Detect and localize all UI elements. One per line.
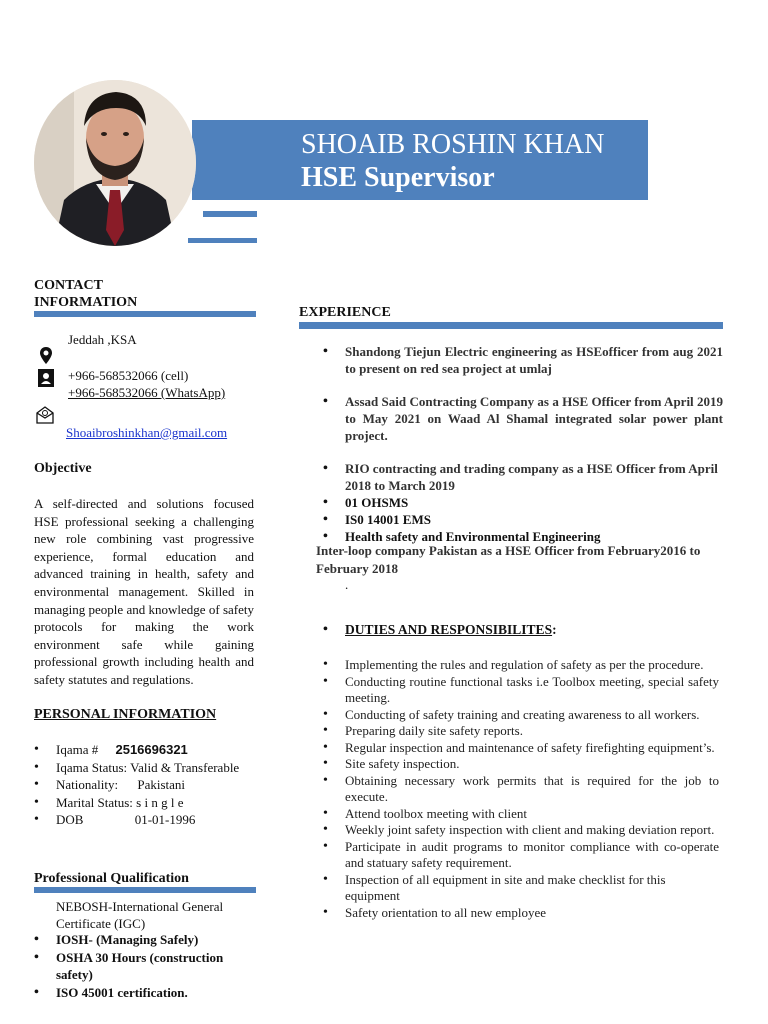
- contact-heading-line2: INFORMATION: [34, 295, 138, 310]
- contact-underline: [34, 311, 256, 317]
- list-item: • Attend toolbox meeting with client: [345, 806, 719, 823]
- interloop-text: Inter-loop company Pakistan as a HSE Officer from February2016 to February 2018: [316, 543, 701, 576]
- iqama-value: 2516696321: [115, 742, 188, 757]
- contact-heading: [34, 277, 137, 311]
- iqama-status-label: Iqama Status:: [56, 759, 128, 775]
- list-item: • OSHA 30 Hours (construction safety): [56, 949, 256, 984]
- phone-whatsapp[interactable]: +966-568532066 (WhatsApp): [68, 385, 226, 400]
- duties-heading-text: DUTIES AND RESPONSIBILITES: [345, 622, 553, 637]
- decor-bar-2: [188, 238, 257, 243]
- dob-value: 01-01-1996: [134, 812, 196, 827]
- list-item: • RIO contracting and trading company as a HSE Officer from April 2018 to March 2019: [345, 460, 723, 494]
- marital-value: s i n g l e: [136, 794, 184, 810]
- personal-list: [56, 741, 266, 829]
- list-item: [56, 811, 266, 829]
- decor-bar-1: [203, 211, 257, 217]
- list-item: • Safety orientation to all new employee: [345, 905, 719, 922]
- contact-heading-line1: CONTACT: [34, 278, 103, 293]
- list-item: [56, 776, 266, 794]
- list-item: • Site safety inspection.: [345, 756, 719, 773]
- duties-heading: [345, 622, 715, 638]
- header-text: [301, 128, 604, 194]
- envelope-icon: [35, 405, 51, 423]
- experience-list: [345, 343, 723, 545]
- experience-heading: EXPERIENCE: [299, 305, 391, 320]
- duties-colon: :: [552, 622, 557, 637]
- email-link[interactable]: Shoaibroshinkhan@gmail.com: [66, 425, 228, 440]
- nationality-value: Pakistani: [137, 777, 186, 792]
- list-item: • Shandong Tiejun Electric engineering as HSEofficer from aug 2021 to present on red sea project at umlaj: [345, 343, 723, 377]
- iqama-label: Iqama #: [56, 742, 99, 757]
- list-item: • Obtaining necessary work permits that is required for the job to execute.: [345, 773, 719, 806]
- duties-heading-list: [345, 622, 715, 638]
- list-item: [56, 794, 266, 812]
- candidate-name: SHOAIB ROSHIN KHAN: [301, 129, 605, 160]
- experience-underline: [299, 322, 723, 329]
- list-item: • Implementing the rules and regulation of safety as per the procedure.: [345, 657, 719, 674]
- list-item: • Health safety and Environmental Engineering: [345, 528, 723, 545]
- list-item: • Regular inspection and maintenance of safety firefighting equipment’s.: [345, 740, 719, 757]
- list-item: • Preparing daily site safety reports.: [345, 723, 719, 740]
- personal-heading: PERSONAL INFORMATION: [34, 707, 217, 722]
- profile-photo: [34, 80, 196, 246]
- list-item: • IS0 14001 EMS: [345, 511, 723, 528]
- iqama-status-value: Valid & Transferable: [130, 759, 240, 775]
- list-item: • 01 OHSMS: [345, 494, 723, 511]
- marital-label: Marital Status:: [56, 794, 133, 810]
- qualification-heading: Professional Qualification: [34, 871, 189, 886]
- phone-cell[interactable]: +966-568532066 (cell): [68, 368, 189, 383]
- job-title: HSE Supervisor: [301, 162, 495, 193]
- nationality-label: Nationality:: [56, 777, 119, 792]
- qualification-first: NEBOSH-International General Certificate (IGC): [56, 899, 224, 931]
- list-item: • ISO 45001 certification.: [56, 984, 256, 1002]
- dot-text: .: [345, 577, 349, 592]
- qualification-underline: [34, 887, 256, 893]
- list-item: • Assad Said Contracting Company as a HSE Officer from April 2019 to May 2021 on Waad Al Shamal integrated solar power plant project.: [345, 393, 723, 444]
- phone-book-icon: [37, 368, 53, 386]
- objective-text: A self-directed and solutions focused HSE professional seeking a challenging new role combining vast progressive experience, formal education and advanced training in health, safety and environmental management. Skilled in managing people and knowledge of safety protocols for making the work environment safe while gaining professional growth including health and safety statutes and regulations.: [34, 496, 254, 687]
- list-item: [56, 741, 266, 759]
- duties-list: [345, 657, 719, 921]
- location-pin-icon: [38, 346, 54, 364]
- list-item: [56, 759, 266, 777]
- list-item: • Inspection of all equipment in site and make checklist for this equipment: [345, 872, 719, 905]
- qualification-list: [56, 931, 256, 1001]
- list-item: • Conducting routine functional tasks i.e Toolbox meeting, special safety meeting.: [345, 674, 719, 707]
- list-item: • IOSH- (Managing Safely): [56, 931, 256, 949]
- objective-heading: Objective: [34, 461, 92, 476]
- location-text: Jeddah ,KSA: [68, 332, 137, 347]
- list-item: • Conducting of safety training and creating awareness to all workers.: [345, 707, 719, 724]
- dob-label: DOB: [56, 812, 84, 827]
- list-item: • Participate in audit programs to monitor compliance with co-operate and statuary safety requirement.: [345, 839, 719, 872]
- list-item: • Weekly joint safety inspection with client and making deviation report.: [345, 822, 719, 839]
